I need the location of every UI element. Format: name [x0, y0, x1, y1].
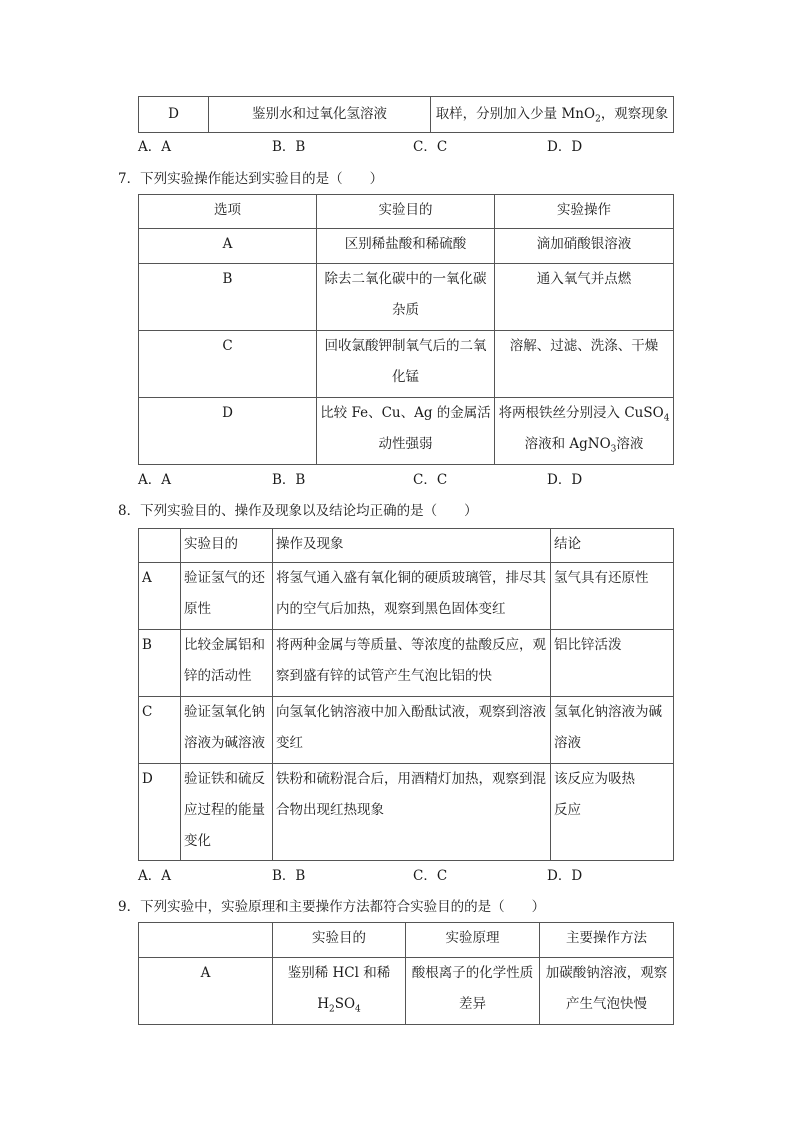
q6-option-d[interactable]: D．D: [547, 139, 583, 155]
q7-option-b[interactable]: B．B: [272, 472, 306, 488]
q7-row-purpose: 区别稀盐酸和稀硫酸: [317, 229, 495, 264]
q8-row-operation: 将两种金属与等质量、等浓度的盐酸反应，观 察到盛有锌的试管产生气泡比铝的快: [273, 630, 551, 697]
q9-header-principle: 实验原理: [406, 923, 540, 958]
q8-row-option: D: [139, 764, 181, 861]
q6-table: [138, 96, 674, 133]
q8-row-purpose: 验证氢气的还 原性: [181, 563, 273, 630]
q7-header-operation: 实验操作: [495, 195, 674, 229]
q8-header-purpose: 实验目的: [181, 529, 273, 563]
q7-header-option: 选项: [139, 195, 317, 229]
q8-row-conclusion: 氢氧化钠溶液为碱 溶液: [551, 697, 674, 764]
q8-row-option: B: [139, 630, 181, 697]
q6-row-d-option: D: [139, 97, 209, 133]
q7-row-option: B: [139, 264, 317, 331]
q8-option-b[interactable]: B．B: [272, 868, 306, 884]
q8-options: [138, 867, 678, 885]
q8-option-d[interactable]: D．D: [547, 868, 583, 884]
q7-options: [138, 471, 678, 489]
q7-option-c[interactable]: C．C: [413, 472, 448, 488]
q8-row-conclusion: 氢气具有还原性: [551, 563, 674, 630]
q9-header-method: 主要操作方法: [540, 923, 674, 958]
q8-row-conclusion: 该反应为吸热 反应: [551, 764, 674, 861]
table-row: [139, 764, 674, 861]
q9-row-principle: 酸根离子的化学性质 差异: [406, 958, 540, 1025]
q8-row-conclusion: 铝比锌活泼: [551, 630, 674, 697]
q8-row-option: C: [139, 697, 181, 764]
q8-question: 8．下列实验目的、操作及现象以及结论均正确的是（ ）: [118, 503, 478, 519]
q8-row-operation: 铁粉和硫粉混合后，用酒精灯加热，观察到混 合物出现红热现象: [273, 764, 551, 861]
q8-option-c[interactable]: C．C: [413, 868, 448, 884]
q8-header-option: [139, 529, 181, 563]
q7-row-purpose: 除去二氧化碳中的一氧化碳 杂质: [317, 264, 495, 331]
q7-question: 7．下列实验操作能达到实验目的是（ ）: [118, 171, 384, 187]
table-row: [139, 958, 674, 1025]
q9-row-method: 加碳酸钠溶液，观察 产生气泡快慢: [540, 958, 674, 1025]
q7-row-purpose: 比较 Fe、Cu、Ag 的金属活 动性强弱: [317, 398, 495, 465]
table-row: [139, 563, 674, 630]
table-row: [139, 398, 674, 465]
q8-row-purpose: 验证铁和硫反 应过程的能量 变化: [181, 764, 273, 861]
q8-table: [138, 528, 674, 861]
q7-row-option: A: [139, 229, 317, 264]
q6-row-d-purpose: 鉴别水和过氧化氢溶液: [209, 97, 431, 133]
q7-table: [138, 194, 674, 465]
q6-option-a[interactable]: A．A: [138, 139, 171, 155]
q9-row-option: A: [139, 958, 273, 1025]
q8-row-purpose: 验证氢氧化钠 溶液为碱溶液: [181, 697, 273, 764]
q6-option-c[interactable]: C．C: [413, 139, 448, 155]
q8-row-purpose: 比较金属铝和 锌的活动性: [181, 630, 273, 697]
q9-row-purpose: 鉴别稀 HCl 和稀 $H_2SO_4$: [273, 958, 406, 1025]
table-row: [139, 331, 674, 398]
q9-header-option: [139, 923, 273, 958]
q8-row-option: A: [139, 563, 181, 630]
q6-option-b[interactable]: B．B: [272, 139, 306, 155]
q7-row-operation: 将两根铁丝分别浸入 CuSO$_4$ 溶液和 AgNO$_3$溶液: [495, 398, 674, 465]
q8-row-operation: 将氢气通入盛有氧化铜的硬质玻璃管，排尽其 内的空气后加热，观察到黑色固体变红: [273, 563, 551, 630]
table-row: [139, 630, 674, 697]
q7-option-a[interactable]: A．A: [138, 472, 171, 488]
q7-row-operation: 滴加硝酸银溶液: [495, 229, 674, 264]
q6-row-d-operation: 取样，分别加入少量 MnO$_2$，观察现象: [431, 97, 674, 133]
q7-row-purpose: 回收氯酸钾制氧气后的二氧 化锰: [317, 331, 495, 398]
q8-option-a[interactable]: A．A: [138, 868, 171, 884]
q7-header-purpose: 实验目的: [317, 195, 495, 229]
q9-table: [138, 922, 674, 1025]
q7-option-d[interactable]: D．D: [547, 472, 583, 488]
table-row: [139, 697, 674, 764]
q7-row-option: C: [139, 331, 317, 398]
q9-header-purpose: 实验目的: [273, 923, 406, 958]
q8-header-operation: 操作及现象: [273, 529, 551, 563]
q7-row-operation: 通入氧气并点燃: [495, 264, 674, 331]
table-row: [139, 264, 674, 331]
q6-options: [138, 138, 678, 156]
q8-header-conclusion: 结论: [551, 529, 674, 563]
q7-row-option: D: [139, 398, 317, 465]
q9-question: 9．下列实验中，实验原理和主要操作方法都符合实验目的的是（ ）: [118, 899, 546, 915]
q7-row-operation: 溶解、过滤、洗涤、干燥: [495, 331, 674, 398]
q8-row-operation: 向氢氧化钠溶液中加入酚酞试液，观察到溶液 变红: [273, 697, 551, 764]
table-row: [139, 229, 674, 264]
